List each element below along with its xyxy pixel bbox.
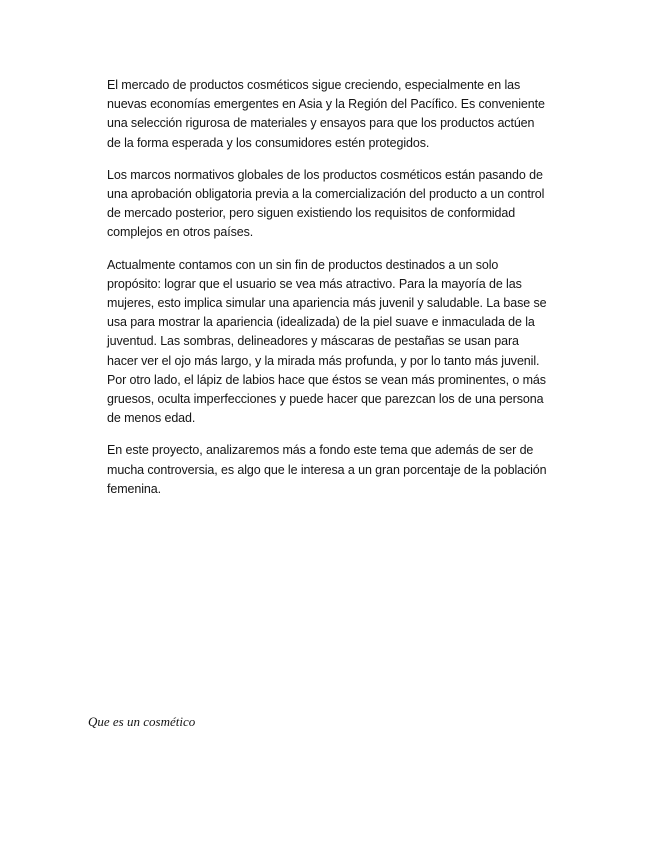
paragraph-market-growth: El mercado de productos cosméticos sigue creciendo, especialmente en las nuevas economías emergentes en Asia y la Región del Pacífico. Es conveniente una selección rigurosa de materiales y ensayos para que los productos actúen de la forma esperada y los consumidores estén protegidos.	[107, 78, 545, 150]
paragraph-regulatory-frameworks: Los marcos normativos globales de los productos cosméticos están pasando de una aprobación obligatoria previa a la comercialización del producto a un control de mercado posterior, pero siguen existiendo los requisitos de conformidad complejos en otros países.	[107, 167, 545, 240]
body-text	[107, 76, 547, 512]
paragraph-project-intro: En este proyecto, analizaremos más a fondo este tema que además de ser de mucha controversia, es algo que le interesa a un gran porcentaje de la población femenina.	[107, 443, 547, 496]
paragraph-product-purpose: Actualmente contamos con un sin fin de productos destinados a un solo propósito: lograr que el usuario se vea más atractivo. Para la mayoría de las mujeres, esto implica simular una apariencia más juvenil y saludable. La base se usa para mostrar la apariencia (idealizada) de la piel suave e inmaculada de la juventud. Las sombras, delineadores y máscaras de pestañas se usan para hacer ver el ojo más largo, y la mirada más profunda, y por lo tanto más juvenil. Por otro lado, el lápiz de labios hace que éstos se vean más prominentes, o más gruesos, oculta imperfecciones y puede hacer que parezcan los de una persona de menos edad.	[107, 257, 547, 426]
section-heading: Que es un cosmético	[88, 714, 196, 729]
